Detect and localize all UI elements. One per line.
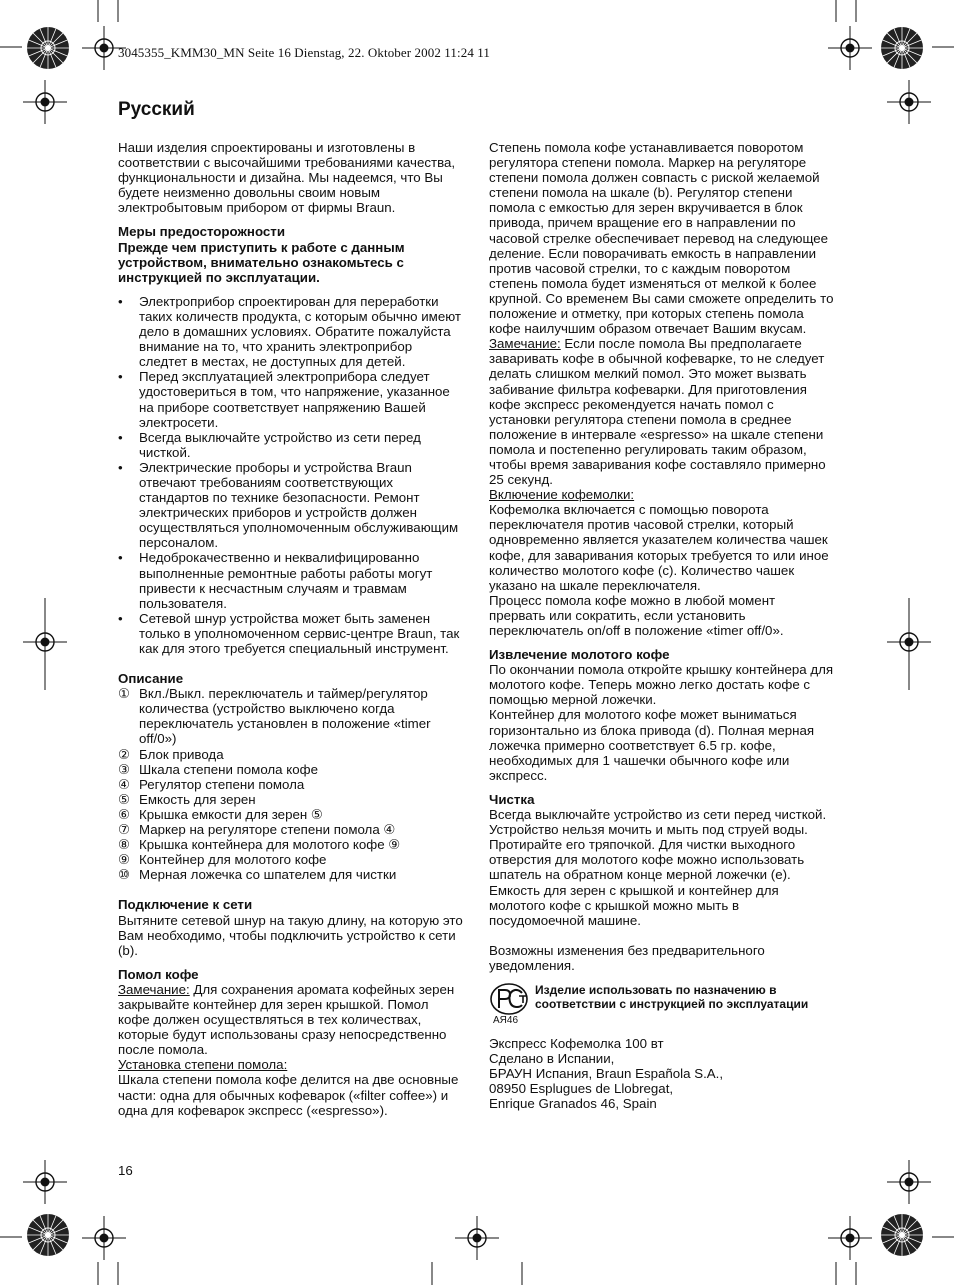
- part-number: ①: [118, 686, 130, 702]
- product-line: 08950 Esplugues de Llobregat,: [489, 1081, 674, 1097]
- grind-setting-text: Степень помола кофе устанавливается поворотом регулятора степени помола. Маркер на регуляторе степени помола должен совпасть с риской желаемой степени помола на шкале (b). Регулятор степени помола с емкостью для зерен вкручивается в блок привода, причем вращение его в направлении по часовой стрелке обеспечивает перевод на следующее деление. Если поворачивать емкость в направлении против часовой стрелки, то с каждым поворотом степень помола будет изменяться от мелкой к более крупной. Со временем Вы сами сможете определить то положение и отметку, при которых степень помола кофе наилучшим образом отвечает Вашим вкусам.: [489, 140, 834, 337]
- part-number: ⑥: [118, 806, 130, 822]
- product-line: БРАУН Испания, Braun Española S.A.,: [489, 1066, 724, 1082]
- certification-block: [489, 981, 835, 1028]
- changes-notice: Возможны изменения без предварительного уведомления.: [489, 942, 765, 973]
- part-number: ⑦: [118, 822, 130, 838]
- precautions-list: [118, 294, 463, 656]
- precautions-title: Меры предосторожности: [118, 224, 285, 240]
- setting-label: Установка степени помола:: [118, 1057, 288, 1073]
- part-text: Мерная ложечка со шпателем для чистки: [139, 867, 397, 883]
- switch-label: Включение кофемолки:: [489, 487, 635, 503]
- precautions-warning: Прежде чем приступить к работе с данным устройством, внимательно ознакомьтесь с инструкцией по эксплуатации.: [118, 239, 405, 285]
- switch-text: Кофемолка включается с помощью поворота переключателя против часовой стрелки, который одновременно является указателем количества чашек кофе, для заваривания которых требуется то или иное количество молотого кофе (c). Количество чашек указано на шкале переключателя.: [489, 502, 829, 593]
- grinding-note-text: Для сохранения аромата кофейных зерен закрывайте контейнер для зерен крышкой. Помол кофе должен осуществляться в тех количествах, которые будут использованы сразу непосредственно после помола.: [118, 981, 455, 1058]
- list-item: • Перед эксплуатацией электроприбора следует удостовериться в том, что напряжение, указанное на приборе соответствует напряжению Вашей электросети.: [118, 369, 463, 429]
- page-title: Русский: [118, 99, 195, 120]
- note-paragraph: [489, 336, 835, 487]
- right-column: [489, 140, 835, 1112]
- list-item: [118, 867, 463, 882]
- list-item: • Электрические проборы и устройства Braun отвечают требованиям соответствующих стандартов по технике безопасности. Ремонт электрических приборов и устройств должен осуществляться уполномоченным обслуживающим персоналом.: [118, 460, 463, 551]
- cleaning-text-2: Емкость для зерен с крышкой и контейнер для молотого кофе с крышкой можно мыть в посудомоечной машине.: [489, 882, 779, 928]
- certification-code: АЯ46: [493, 1014, 519, 1025]
- part-text: Вкл./Выкл. переключатель и таймер/регулятор количества (устройство выключено когда переключатель установлен в положение «timer off/0»): [139, 686, 431, 747]
- part-text: Шкала степени помола кофе: [139, 761, 318, 777]
- certification-text: Изделие использовать по назначению в соответствии с инструкцией по эксплуатации: [535, 982, 809, 1012]
- note-text: Если после помола Вы предполагаете заваривать кофе в обычной кофеварке, то не следует делать слишком мелкий помол. Это может вызвать забивание фильтра кофеварки. Для приготовления кофе экспресс рекомендуется начать помол с установки регулятора степени помола в среднее положение в интервале «espresso» на шкале степени помола и постепенно регулировать таким образом, чтобы время заваривания кофе составляло примерно 25 секунд.: [489, 336, 826, 488]
- grinding-note-label: Замечание:: [118, 981, 190, 997]
- part-number: ③: [118, 761, 130, 777]
- part-text: Маркер на регуляторе степени помола ④: [139, 822, 396, 838]
- part-number: ⑧: [118, 837, 130, 853]
- product-line: Enrique Granados 46, Spain: [489, 1096, 657, 1112]
- list-item: [118, 852, 463, 867]
- part-number: ⑤: [118, 791, 130, 807]
- part-number: ⑨: [118, 852, 130, 868]
- list-item: [118, 686, 463, 746]
- list-item: [118, 762, 463, 777]
- list-item: • Недоброкачественно и неквалифицированно выполненные ремонтные работы работы могут привести к несчастным случаям и травмам пользователя.: [118, 550, 463, 610]
- grinding-note: [118, 982, 463, 1057]
- cleaning-text: Всегда выключайте устройство из сети перед чисткой. Устройство нельзя мочить и мыть под струей воды. Протирайте его тряпочкой. Для чистки выходного отверстия для молотого кофе можно использовать шпатель на обратном конце мерной ложечки (e).: [489, 807, 827, 883]
- list-item: • Всегда выключайте устройство из сети перед чисткой.: [118, 430, 463, 460]
- mains-text: Вытяните сетевой шнур на такую длину, на которую это Вам необходимо, чтобы подключить устройство к сети (b).: [118, 912, 463, 958]
- part-text: Крышка контейнера для молотого кофе ⑨: [139, 837, 401, 853]
- switch-text-2: Процесс помола кофе можно в любой момент прервать или сократить, если установить переключатель on/off в положение «timer off/0».: [489, 592, 784, 638]
- part-text: Регулятор степени помола: [139, 776, 305, 792]
- grinding-title: Помол кофе: [118, 966, 199, 982]
- rostest-certification-icon: [489, 981, 535, 1028]
- part-number: ②: [118, 746, 130, 762]
- list-item: [118, 807, 463, 822]
- part-text: Блок привода: [139, 746, 224, 762]
- list-item: [118, 747, 463, 762]
- product-line: Экспресс Кофемолка 100 вт: [489, 1036, 664, 1052]
- part-text: Крышка емкости для зерен ⑤: [139, 806, 323, 822]
- list-item: [118, 837, 463, 852]
- list-item: • Сетевой шнур устройства может быть заменен только в уполномоченном сервис-центре Braun, так как для этого требуется специальный инструмент.: [118, 611, 463, 656]
- setting-text: Шкала степени помола кофе делится на две основные части: одна для обычных кофеварок («filter coffee») и одна для кофеварок экспресс («espresso»).: [118, 1072, 459, 1118]
- list-item: [118, 792, 463, 807]
- cleaning-title: Чистка: [489, 791, 535, 807]
- intro-paragraph: Наши изделия спроектированы и изготовлены в соответствии с высочайшими требованиями качества, функциональности и дизайна. Мы надеемся, что Вы будете неизменно довольны своим новым электробытовым прибором от фирмы Braun.: [118, 140, 456, 216]
- part-number: ⑩: [118, 867, 130, 883]
- print-header-line: 3045355_KMM30_MN Seite 16 Dienstag, 22. Oktober 2002 11:24 11: [118, 45, 491, 60]
- list-item: • Электроприбор спроектирован для переработки таких количеств продукта, с которым обычно имеют дело в домашних условиях. Обратите пожалуйста внимание на то, что хранить электроприбор следтет в местах, не доступных для детей.: [118, 294, 463, 369]
- description-title: Описание: [118, 671, 184, 687]
- product-line: Сделано в Испании,: [489, 1051, 615, 1067]
- note-label: Замечание:: [489, 336, 561, 352]
- extract-title: Извлечение молотого кофе: [489, 647, 670, 663]
- part-text: Контейнер для молотого кофе: [139, 852, 327, 868]
- left-column: [118, 140, 463, 1118]
- parts-list: [118, 686, 463, 882]
- page-number: 16: [118, 1163, 133, 1178]
- part-text: Емкость для зерен: [139, 791, 256, 807]
- list-item: [118, 822, 463, 837]
- extract-text: По окончании помола откройте крышку контейнера для молотого кофе. Теперь можно легко достать кофе с помощью мерной ложечки.: [489, 662, 834, 708]
- list-item: [118, 777, 463, 792]
- extract-text-2: Контейнер для молотого кофе может выниматься горизонтально из блока привода (d). Полная мерная ложечка примерно соответствует 6.5 гр. кофе, необходимых для 1 чашечки обычного кофе или экспресс.: [489, 707, 815, 783]
- mains-title: Подключение к сети: [118, 897, 253, 913]
- part-number: ④: [118, 776, 130, 792]
